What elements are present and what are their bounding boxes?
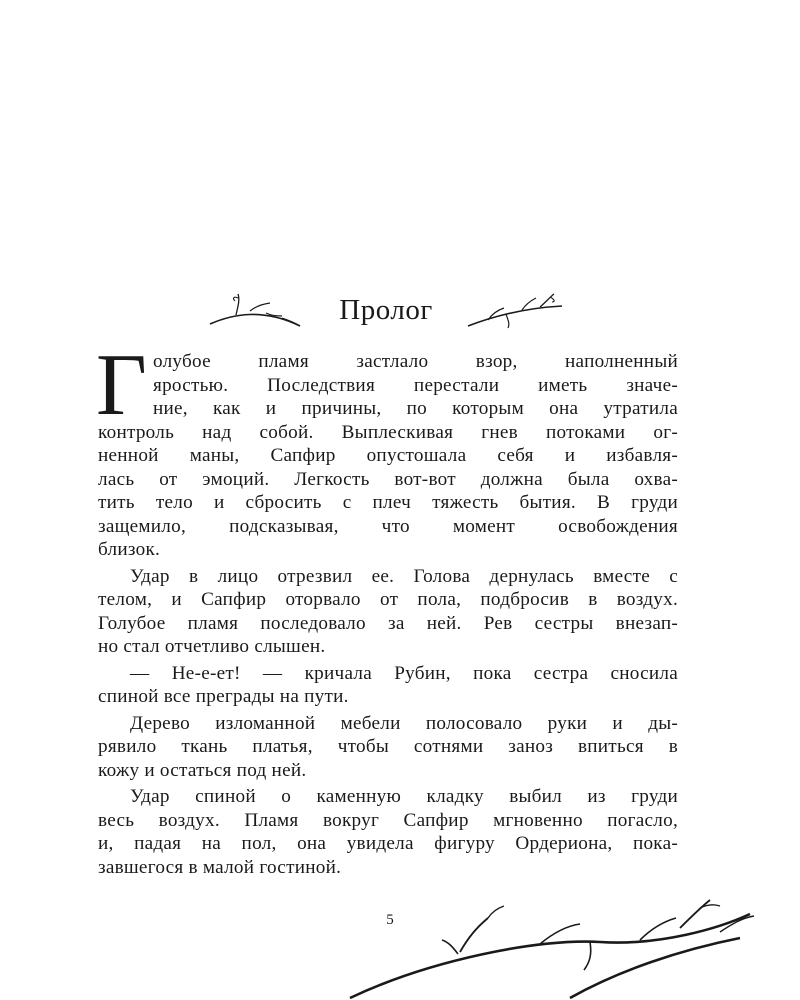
text-line: — Не-е-ет! — кричала Рубин, пока сестра сносила [130,662,678,684]
text-line: но стал отчетливо слышен. [98,636,326,657]
text-line: телом, и Сапфир оторвало от пола, подбросив в воздух. [98,589,678,610]
text-line: олубое пламя застлало взор, наполненный [153,351,678,372]
corner-branch-ornament-icon [340,890,800,1000]
text-line: Дерево изломанной мебели полосовало руки и ды- [130,712,678,734]
text-line: Удар спиной о каменную кладку выбил из груди [130,786,678,807]
chapter-title: Пролог [339,294,433,326]
text-line: защемило, подсказывая, что момент освобождения [98,515,678,537]
text-line: завшегося в малой гостиной. [98,856,342,878]
right-branch-ornament-icon [464,292,564,332]
text-line: Удар в лицо отрезвил ее. Голова дернулась вместе с [130,565,678,587]
prologue-text [96,337,678,879]
drop-cap: Г [96,337,148,434]
text-line: и, падая на пол, она увидела фигуру Ордериона, пока- [98,833,678,854]
text-line: весь воздух. Пламя вокруг Сапфир мгновенно погасло, [98,809,678,831]
text-line: контроль над собой. Выплескивая гнев потоками ог- [98,421,678,443]
text-line: ненной маны, Сапфир опустошала себя и избавля- [98,445,678,466]
text-line: Голубое пламя последовало за ней. Рев сестры внезап- [98,612,678,634]
text-line: тить тело и сбросить с плеч тяжесть бытия. В груди [98,492,678,513]
text-line: близок. [98,539,161,560]
page-number: 5 [386,912,394,928]
text-line: рявило ткань платья, чтобы сотнями заноз впиться в [98,736,678,757]
text-line: ние, как и причины, по которым она утратила [153,398,678,419]
text-line: яростью. Последствия перестали иметь значе- [153,374,678,396]
text-line: лась от эмоций. Легкость вот-вот должна была охва- [98,468,678,490]
text-line: спиной все преграды на пути. [98,686,349,707]
chapter-header [0,288,800,338]
text-line: кожу и остаться под ней. [98,759,307,781]
